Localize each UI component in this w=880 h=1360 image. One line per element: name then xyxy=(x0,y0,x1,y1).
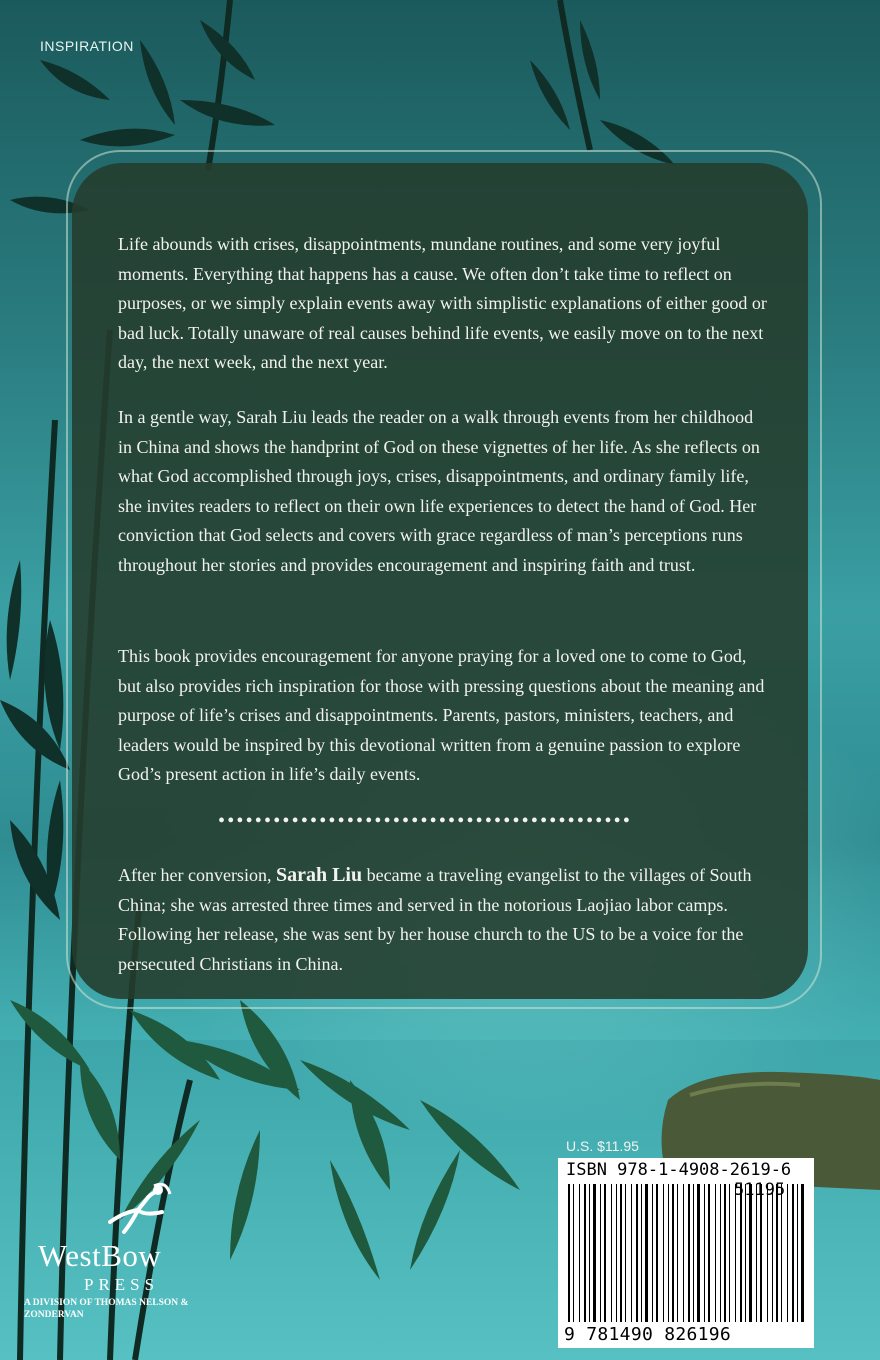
barcode-number: 9 781490 826196 xyxy=(564,1324,732,1345)
barcode-bar xyxy=(772,1184,773,1322)
barcode-bar xyxy=(715,1184,716,1322)
barcode-bar xyxy=(776,1184,778,1322)
barcode-bar xyxy=(760,1184,762,1322)
price-code: 51195 xyxy=(734,1180,786,1200)
barcode-bar xyxy=(781,1184,782,1322)
barcode-bar xyxy=(663,1184,664,1322)
barcode-bar xyxy=(636,1184,638,1322)
barcode-bar xyxy=(688,1184,690,1322)
barcode-bar xyxy=(708,1184,710,1322)
author-name: Sarah Liu xyxy=(275,864,363,886)
publisher-name: WestBow xyxy=(38,1238,162,1273)
barcode-bar xyxy=(704,1184,705,1322)
barcode-bar xyxy=(672,1184,674,1322)
barcode-bar xyxy=(584,1184,586,1322)
barcode-bar xyxy=(645,1184,648,1322)
barcode-bar xyxy=(693,1184,694,1322)
barcode-bar xyxy=(616,1184,617,1322)
price-label: U.S. $11.95 xyxy=(566,1138,639,1154)
barcode-bar xyxy=(745,1184,746,1322)
leaping-figure-icon xyxy=(104,1182,174,1240)
barcode-bar xyxy=(589,1184,590,1322)
barcode-bar xyxy=(620,1184,622,1322)
author-bio xyxy=(118,861,768,979)
barcode-bar xyxy=(611,1184,612,1322)
barcode-bar xyxy=(767,1184,768,1322)
description-paragraph-3: This book provides encouragement for anyone praying for a loved one to come to God, but also provides rich inspiration for those with pressing questions about the meaning and purpose of life’s crises and disappointments. Parents, pastors, ministers, teachers, and leaders would be inspired by this devotional written from a genuine passion to explore God’s present action in life’s daily events. xyxy=(118,646,765,785)
barcode-bar xyxy=(625,1184,626,1322)
barcode-bar xyxy=(720,1184,721,1322)
barcode-bar xyxy=(683,1184,684,1322)
barcode-bar xyxy=(729,1184,730,1322)
barcode-bar xyxy=(697,1184,700,1322)
isbn-text: ISBN 978-1-4908-2619-6 xyxy=(566,1160,792,1180)
barcode-bar xyxy=(797,1184,798,1322)
barcode-bar xyxy=(668,1184,669,1322)
barcode-bar xyxy=(749,1184,752,1322)
barcode-bar xyxy=(652,1184,653,1322)
barcode-bar xyxy=(756,1184,757,1322)
category-label: INSPIRATION xyxy=(40,38,134,54)
description-paragraph-2: In a gentle way, Sarah Liu leads the reader on a walk through events from her childhood in China and shows the handprint of God on these vignettes of her life. As she reflects on what God accomplished through joys, crises, disappointments, and ordinary family life, she invites readers to reflect on their own life experiences to detect the hand of God. Her conviction that God selects and covers with grace regardless of man’s perceptions runs throughout her stories and provides encouragement and inspiring faith and trust. xyxy=(118,407,760,575)
barcode-bar xyxy=(568,1184,570,1322)
barcode-bar xyxy=(631,1184,632,1322)
barcode-block xyxy=(558,1158,814,1348)
dotted-divider: ••••••••••••••••••••••••••••••••••••••••••••• xyxy=(218,810,633,832)
barcode-bar xyxy=(604,1184,606,1322)
barcode-bar xyxy=(600,1184,601,1322)
author-bio-prefix: After her conversion, xyxy=(118,865,276,885)
barcode-bar xyxy=(801,1184,804,1322)
barcode-bar xyxy=(641,1184,642,1322)
barcode-bar xyxy=(573,1184,574,1322)
barcode-bar xyxy=(593,1184,596,1322)
barcode-bar xyxy=(787,1184,788,1322)
barcode-bar xyxy=(792,1184,794,1322)
publisher-logo xyxy=(24,1180,240,1330)
barcode-bar xyxy=(740,1184,742,1322)
barcode-bar xyxy=(735,1184,736,1322)
barcode-bar xyxy=(677,1184,678,1322)
publisher-imprint: PRESS xyxy=(84,1275,160,1294)
publisher-division: A DIVISION OF THOMAS NELSON & ZONDERVAN xyxy=(24,1298,189,1320)
author-bio-suffix: became a traveling evangelist to the villages of South China; she was arrested three times and served in the notorious Laojiao labor camps. Following her release, she was sent by her house church to the US to be a voice for the persecuted Christians in China. xyxy=(118,865,752,974)
description-paragraph-1: Life abounds with crises, disappointments, mundane routines, and some very joyful moments. Everything that happens has a cause. We often don’t take time to reflect on purposes, or we simply explain events away with simplistic explanations of either good or bad luck. Totally unaware of real causes behind life events, we easily move on to the next day, the next week, and the next year. xyxy=(118,234,767,373)
barcode-bar xyxy=(724,1184,726,1322)
barcode-bar xyxy=(579,1184,580,1322)
barcode-bar xyxy=(656,1184,658,1322)
